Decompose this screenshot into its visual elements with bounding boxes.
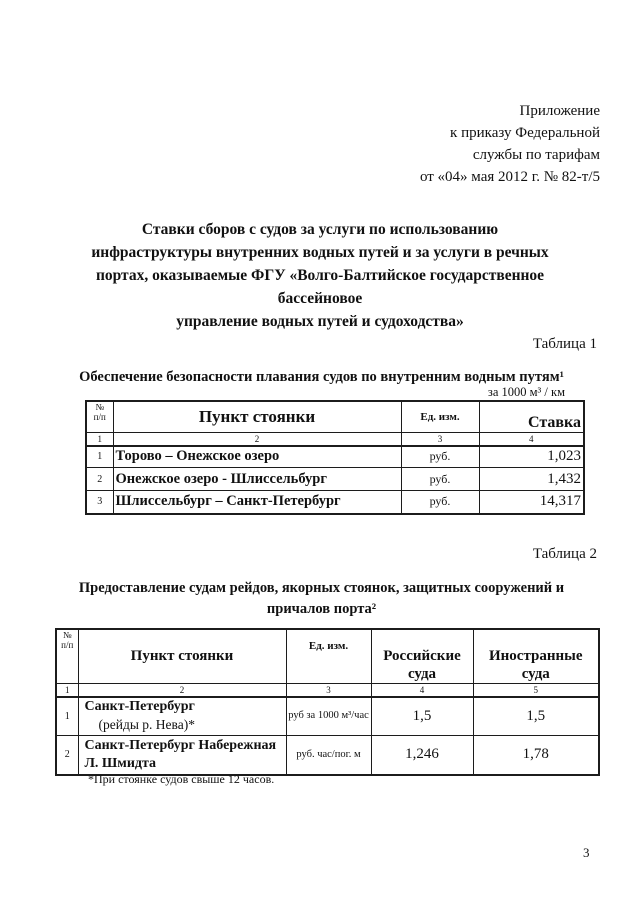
order-reference-line: Приложение — [519, 103, 600, 119]
russian-ships-rate: 1,5 — [371, 697, 473, 736]
rate-value: 1,432 — [479, 468, 584, 491]
foreign-ships-rate: 1,5 — [473, 697, 599, 736]
title-line: Ставки сборов с судов за услуги по использованию — [141, 221, 499, 238]
column-number: 2 — [78, 683, 286, 697]
column-number: 3 — [401, 432, 479, 446]
mooring-point: Торово – Онежское озеро — [113, 446, 401, 468]
table1-column-numbers-row — [86, 432, 584, 446]
mooring-point — [78, 735, 286, 775]
table-row — [86, 468, 584, 491]
table-row — [86, 491, 584, 514]
mooring-point: Онежское озеро - Шлиссельбург — [113, 468, 401, 491]
mooring-point-name: Санкт-Петербург Набережная Л. Шмидта — [84, 737, 277, 771]
num-header-bottom: п/п — [61, 640, 74, 650]
row-number: 1 — [86, 446, 113, 468]
table-row — [56, 735, 599, 775]
order-reference-line: от «04» мая 2012 г. № 82-т/5 — [419, 169, 600, 185]
table1-unit-note: за 1000 м³ / км — [487, 385, 565, 399]
num-header-top: № — [62, 630, 72, 640]
row-number: 2 — [56, 735, 78, 775]
num-header-top: № — [95, 402, 105, 412]
row-number: 1 — [56, 697, 78, 736]
column-number: 2 — [113, 432, 401, 446]
table2-label: Таблица 2 — [532, 546, 597, 562]
table2-header-foreign: Иностранные суда — [473, 629, 599, 683]
title-line: бассейновое — [277, 290, 363, 307]
column-number: 4 — [371, 683, 473, 697]
table1-header-rate: Ставка — [479, 401, 584, 432]
rate-value: 1,023 — [479, 446, 584, 468]
order-reference-line: к приказу Федеральной — [450, 125, 600, 141]
mooring-point-note: (рейды р. Нева)* — [98, 716, 195, 732]
mooring-point: Шлиссельбург – Санкт-Петербург — [113, 491, 401, 514]
table2-header-unit: Ед. изм. — [286, 629, 371, 683]
table2-header-num — [56, 629, 78, 683]
column-number: 1 — [86, 432, 113, 446]
order-reference-line: службы по тарифам — [472, 147, 600, 163]
unit-of-measure: руб. час/пог. м — [286, 735, 371, 775]
table2 — [55, 628, 600, 776]
num-header-bottom: п/п — [93, 412, 106, 422]
title-line: управление водных путей и судоходства» — [176, 313, 464, 330]
row-number: 3 — [86, 491, 113, 514]
row-number: 2 — [86, 468, 113, 491]
unit-of-measure: руб. — [401, 468, 479, 491]
title-line: инфраструктуры внутренних водных путей и за услуги в речных — [91, 244, 549, 261]
column-number: 4 — [479, 432, 584, 446]
column-number: 3 — [286, 683, 371, 697]
table2-column-numbers-row — [56, 683, 599, 697]
unit-of-measure: руб. — [401, 491, 479, 514]
table1-header-unit: Ед. изм. — [401, 401, 479, 432]
caption-line: причалов порта² — [266, 601, 377, 617]
unit-of-measure: руб. — [401, 446, 479, 468]
caption-line: Предоставление судам рейдов, якорных стоянок, защитных сооружений и — [78, 580, 565, 596]
russian-ships-rate: 1,246 — [371, 735, 473, 775]
rate-value: 14,317 — [479, 491, 584, 514]
title-line: портах, оказываемые ФГУ «Волго-Балтийское государственное — [95, 267, 545, 284]
table1-caption: Обеспечение безопасности плавания судов по внутренним водным путям¹ — [79, 369, 564, 385]
order-reference-block — [420, 100, 600, 188]
table1-header-row — [86, 401, 584, 432]
table-row — [56, 697, 599, 736]
table2-header-russian: Российские суда — [371, 629, 473, 683]
unit-of-measure: руб за 1000 м³/час — [286, 697, 371, 736]
table1-header-point: Пункт стоянки — [113, 401, 401, 432]
column-number: 5 — [473, 683, 599, 697]
foreign-ships-rate: 1,78 — [473, 735, 599, 775]
mooring-point — [78, 697, 286, 736]
document-title — [58, 218, 582, 333]
table2-header-point: Пункт стоянки — [78, 629, 286, 683]
table1-header-num — [86, 401, 113, 432]
table1 — [85, 400, 585, 515]
table2-footnote: *При стоянке судов свыше 12 часов. — [88, 772, 275, 786]
table-row — [86, 446, 584, 468]
column-number: 1 — [56, 683, 78, 697]
table1-label: Таблица 1 — [532, 336, 597, 352]
table2-header-row — [56, 629, 599, 683]
table2-caption — [58, 578, 585, 620]
mooring-point-name: Санкт-Петербург — [84, 698, 195, 714]
page-number: 3 — [583, 845, 590, 860]
